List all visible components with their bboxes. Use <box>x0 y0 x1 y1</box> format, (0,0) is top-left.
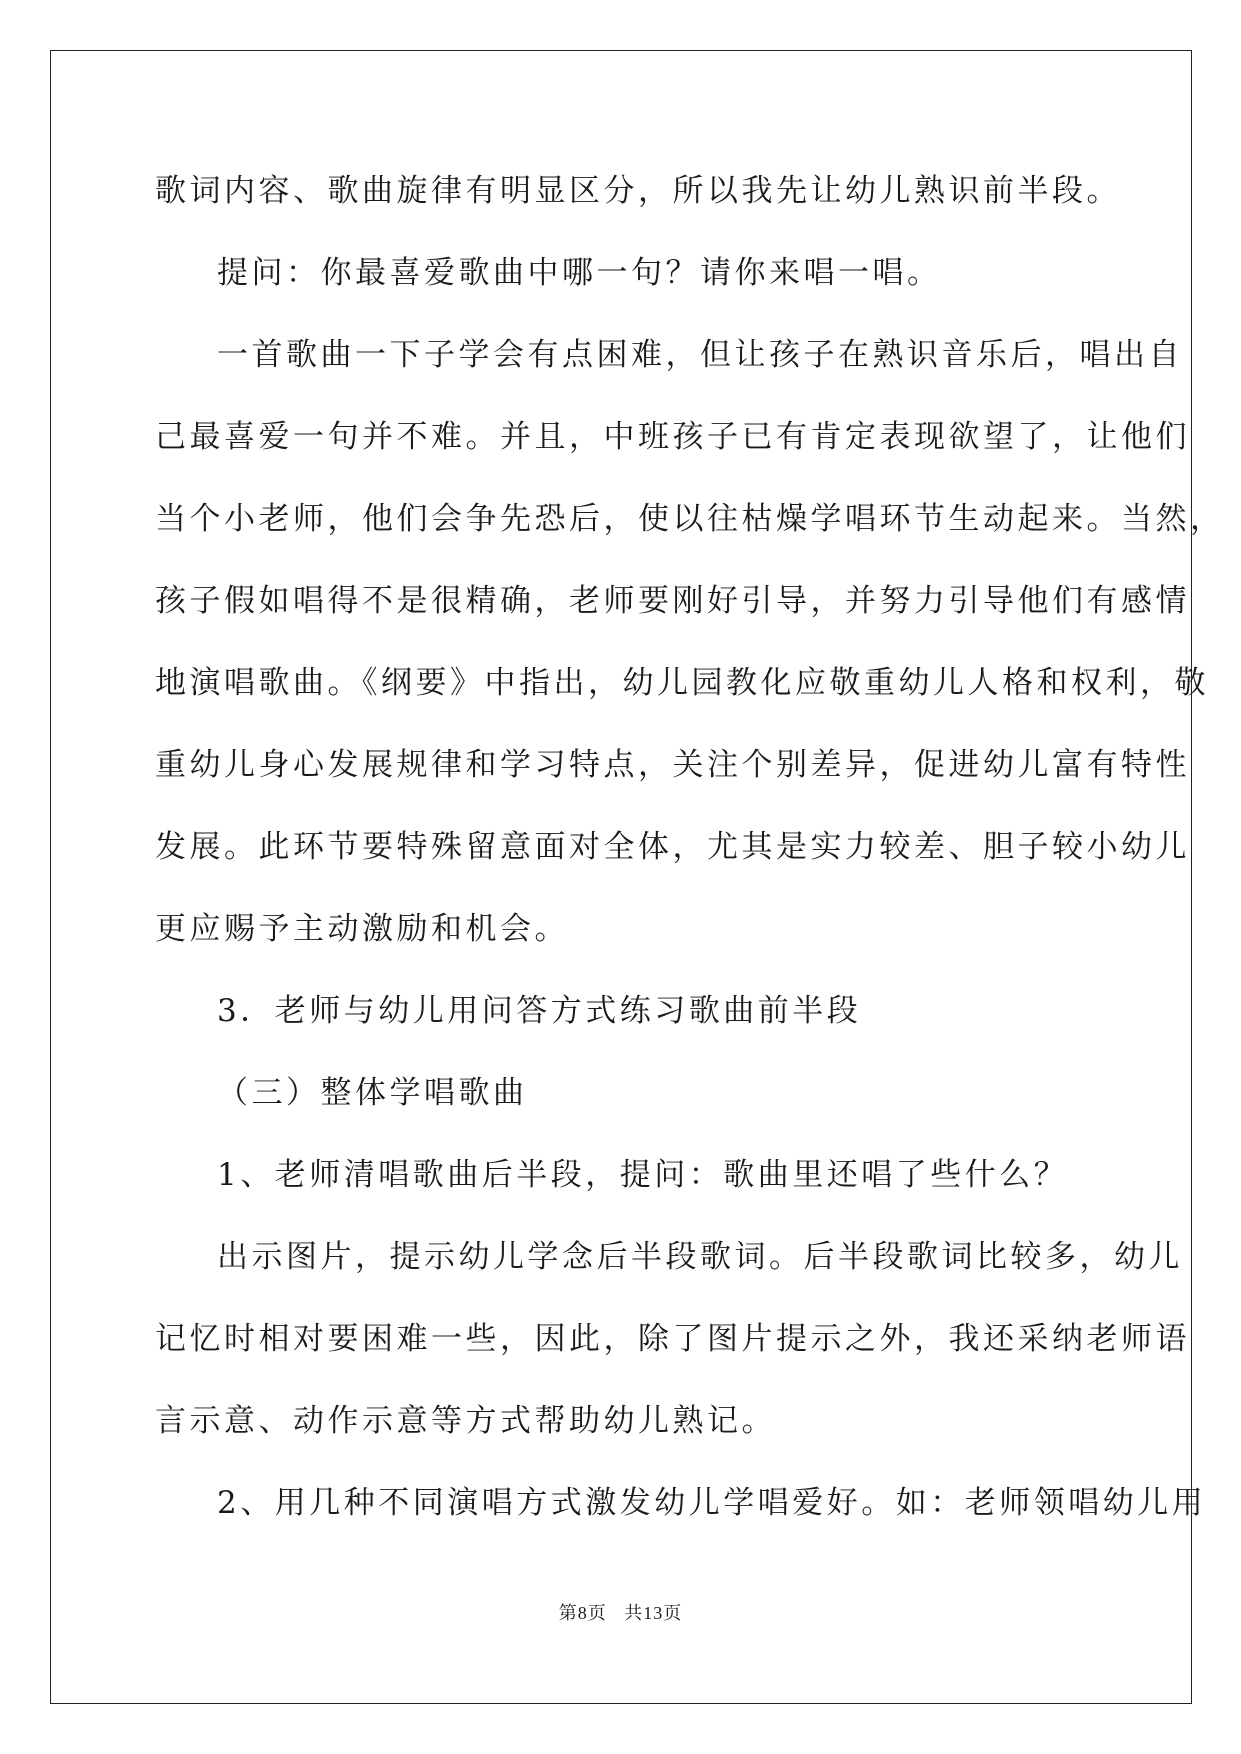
section-heading: （三）整体学唱歌曲 <box>217 1075 528 1111</box>
page-number: 第8页 <box>558 1603 607 1623</box>
text-line: 地演唱歌曲。《纲要》中指出，幼儿园教化应敬重幼儿人格和权利，敬 <box>155 665 1209 701</box>
text-line: 孩子假如唱得不是很精确，老师要刚好引导，并努力引导他们有感情 <box>155 583 1190 619</box>
page-footer <box>0 1599 1241 1625</box>
text-line: 一首歌曲一下子学会有点困难，但让孩子在熟识音乐后，唱出自 <box>217 337 1183 373</box>
text-line: 重幼儿身心发展规律和学习特点，关注个别差异，促进幼儿富有特性 <box>155 747 1190 783</box>
text-line: 3．老师与幼儿用问答方式练习歌曲前半段 <box>217 993 862 1029</box>
text-line: 提问：你最喜爱歌曲中哪一句？请你来唱一唱。 <box>217 255 942 291</box>
text-line: 言示意、动作示意等方式帮助幼儿熟记。 <box>155 1403 776 1439</box>
text-line: 1、老师清唱歌曲后半段，提问：歌曲里还唱了些什么？ <box>217 1157 1069 1193</box>
text-line: 更应赐予主动激励和机会。 <box>155 911 569 947</box>
text-line: 记忆时相对要困难一些，因此，除了图片提示之外，我还采纳老师语 <box>155 1321 1190 1357</box>
text-line: 歌词内容、歌曲旋律有明显区分，所以我先让幼儿熟识前半段。 <box>155 173 1121 209</box>
document-body <box>155 165 1225 1559</box>
text-line: 己最喜爱一句并不难。并且，中班孩子已有肯定表现欲望了，让他们 <box>155 419 1190 455</box>
text-line: 当个小老师，他们会争先恐后，使以往枯燥学唱环节生动起来。当然， <box>155 501 1225 537</box>
text-line: 发展。此环节要特殊留意面对全体，尤其是实力较差、胆子较小幼儿 <box>155 829 1190 865</box>
page-total: 共13页 <box>624 1603 683 1623</box>
text-line: 出示图片，提示幼儿学念后半段歌词。后半段歌词比较多，幼儿 <box>217 1239 1183 1275</box>
text-line: 2、用几种不同演唱方式激发幼儿学唱爱好。如：老师领唱幼儿用 <box>217 1485 1207 1521</box>
